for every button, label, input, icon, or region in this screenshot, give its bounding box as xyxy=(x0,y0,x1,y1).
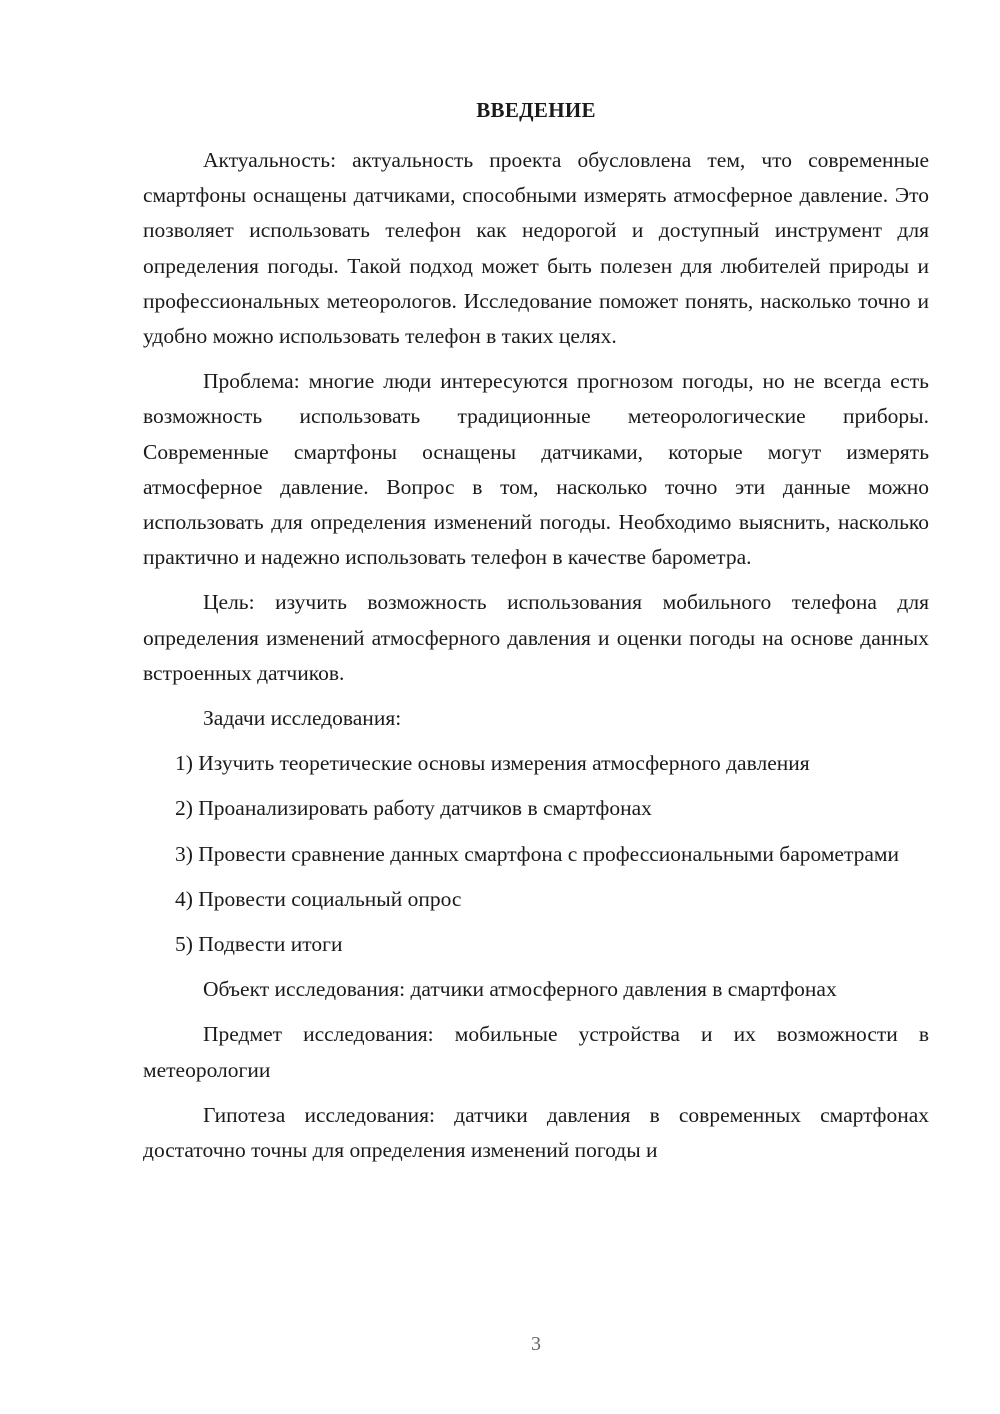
paragraph-subject: Предмет исследования: мобильные устройства и их возможности в метеорологии xyxy=(143,1022,929,1082)
paragraph-relevance: Актуальность: актуальность проекта обусловлена тем, что современные смартфоны оснащены датчиками, способными измерять атмосферное давление. Это позволяет использовать телефон как недорогой и доступный инструмент для определения погоды. Такой подход может быть полезен для любителей природы и профессиональных метеорологов. Исследование поможет понять, насколько точно и удобно можно использовать телефон в таких целях. xyxy=(143,148,929,349)
document-body xyxy=(143,143,929,1178)
task-item-2: 2) Проанализировать работу датчиков в смартфонах xyxy=(175,796,652,821)
paragraph-object: Объект исследования: датчики атмосферного давления в смартфонах xyxy=(203,977,837,1002)
task-item-3: 3) Провести сравнение данных смартфона с профессиональными барометрами xyxy=(175,841,900,866)
page-number: 3 xyxy=(531,1333,541,1355)
paragraph-hypothesis: Гипотеза исследования: датчики давления в современных смартфонах достаточно точны для определения изменений погоды и xyxy=(143,1102,929,1163)
task-item-4: 4) Провести социальный опрос xyxy=(175,886,462,911)
paragraph-tasks-heading: Задачи исследования: xyxy=(203,706,402,731)
task-item-5: 5) Подвести итоги xyxy=(175,932,343,957)
page-title: ВВЕДЕНИЕ xyxy=(476,98,596,122)
paragraph-goal: Цель: изучить возможность использования мобильного телефона для определения изменений атмосферного давления и оценки погоды на основе данных встроенных датчиков. xyxy=(143,590,929,685)
paragraph-problem: Проблема: многие люди интересуются прогнозом погоды, но не всегда есть возможность использовать традиционные метеорологические приборы. Современные смартфоны оснащены датчиками, которые могут измерять атмосферное давление. Вопрос в том, насколько точно эти данные можно использовать для определения изменений погоды. Необходимо выяснить, насколько практично и надежно использовать телефон в качестве барометра. xyxy=(143,369,929,570)
task-item-1: 1) Изучить теоретические основы измерения атмосферного давления xyxy=(175,751,810,776)
